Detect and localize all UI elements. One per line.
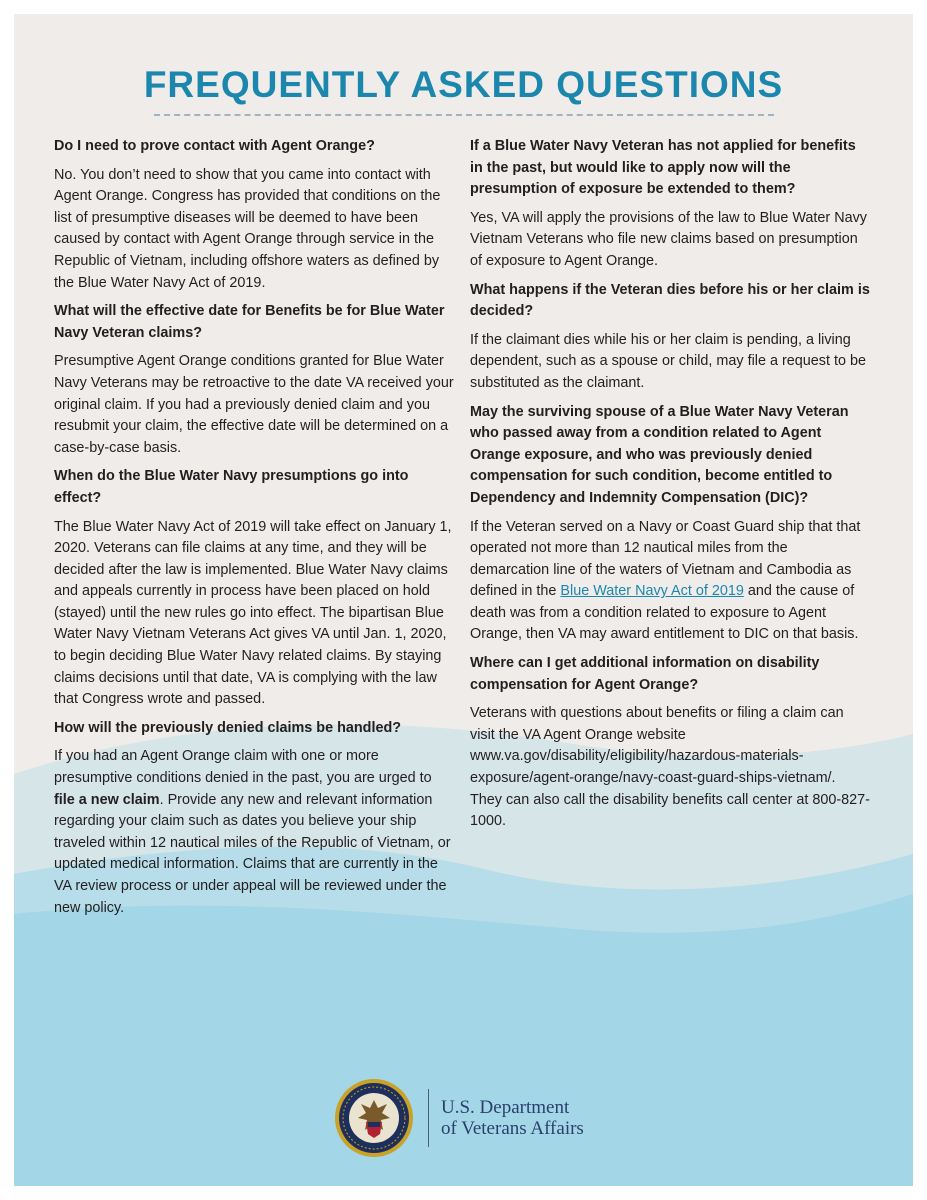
answer-veteran-dies: If the claimant dies while his or her claim is pending, a living dependent, such as a spouse or child, may file a request to be substituted as the claimant. bbox=[470, 331, 866, 391]
question-presumptions-effect: When do the Blue Water Navy presumptions go into effect? bbox=[54, 468, 409, 506]
page-title: FREQUENTLY ASKED QUESTIONS bbox=[143, 64, 784, 105]
question-effective-date: What will the effective date for Benefits be for Blue Water Navy Veteran claims? bbox=[54, 303, 445, 341]
right-column bbox=[470, 136, 870, 840]
flyer-page bbox=[14, 14, 913, 1186]
answer-denied-claims-text-2: . Provide any new and relevant information regarding your claim such as dates you believe your ship traveled within 12 nautical miles of the Republic of Vietnam, or updated medical information. Claims that are currently in the VA review process or under appeal will be reviewed under the new policy. bbox=[54, 791, 451, 916]
answer-surviving-spouse bbox=[470, 517, 870, 647]
blue-water-navy-act-link[interactable]: Blue Water Navy Act of 2019 bbox=[560, 583, 744, 600]
department-line-1: U.S. Department bbox=[441, 1097, 570, 1118]
left-column bbox=[54, 136, 454, 926]
answer-presumptions-effect: The Blue Water Navy Act of 2019 will take effect on January 1, 2020. Veterans can file claims at any time, and they will be decided after the law is implemented. Blue Water Navy claims and appeals currently in process have been placed on hold (stayed) until the new rules go into effect. The bipartisan Blue Water Navy Vietnam Veterans Act gives VA until Jan. 1, 2020, to begin deciding Blue Water Navy related claims. By staying claims decisions until that date, VA is complying with the law that Congress wrote and passed. bbox=[54, 518, 452, 708]
question-veteran-dies: What happens if the Veteran dies before his or her claim is decided? bbox=[470, 281, 870, 320]
answer-additional-info: Veterans with questions about benefits or filing a claim can visit the VA Agent Orange website www.va.gov/disability/eligibility/hazardous-materials-exposure/agent-orange/navy-coast-guard-ships-vietnam/. They can also call the disability benefits call center at 800-827-1000. bbox=[470, 705, 870, 830]
answer-prove-contact: No. You don’t need to show that you came into contact with Agent Orange. Congress has provided that conditions on the list of presumptive diseases will be deemed to have been caused by contact with Agent Orange through service in the Republic of Vietnam, including offshore waters as defined by the Blue Water Navy Act of 2019. bbox=[54, 166, 441, 291]
department-line-2: of Veterans Affairs bbox=[441, 1118, 584, 1139]
answer-effective-date: Presumptive Agent Orange conditions granted for Blue Water Navy Veterans may be retroactive to the date VA received your original claim. If you had a previously denied claim and you resubmit your claim, the effective date will be determined on a case-by-case basis. bbox=[54, 353, 454, 456]
answer-surviving-spouse-text-2: and the cause of death was from a condition related to exposure to Agent Orange, then VA may award entitlement to DIC on that basis. bbox=[470, 583, 859, 643]
answer-not-applied: Yes, VA will apply the provisions of the law to Blue Water Navy Vietnam Veterans who file new claims based on presumption of exposure to Agent Orange. bbox=[470, 209, 867, 269]
answer-denied-claims bbox=[54, 746, 454, 919]
file-new-claim-link[interactable]: file a new claim bbox=[54, 791, 160, 808]
logo-divider bbox=[428, 1089, 429, 1147]
question-surviving-spouse: May the surviving spouse of a Blue Water Navy Veteran who passed away from a condition related to Agent Orange exposure, and who was previously denied compensation for such condition, become entitled to Dependency and Indemnity Compensation (DIC)? bbox=[470, 403, 849, 506]
question-not-applied: If a Blue Water Navy Veteran has not applied for benefits in the past, but would like to apply now will the presumption of exposure be extended to them? bbox=[470, 138, 856, 198]
question-additional-info: Where can I get additional information on disability compensation for Agent Orange? bbox=[470, 655, 820, 693]
question-denied-claims: How will the previously denied claims be handled? bbox=[54, 719, 402, 736]
department-name bbox=[441, 1097, 584, 1139]
va-logo-block bbox=[334, 1078, 584, 1158]
va-seal-icon bbox=[334, 1078, 414, 1158]
title-divider bbox=[154, 114, 774, 116]
question-prove-contact: Do I need to prove contact with Agent Orange? bbox=[54, 138, 375, 154]
answer-surviving-spouse-text-1: If the Veteran served on a Navy or Coast Guard ship that that operated not more than 12 nautical miles from the demarcation line of the waters of Vietnam and Cambodia as defined in the bbox=[470, 518, 861, 600]
answer-denied-claims-text-1: If you had an Agent Orange claim with one or more presumptive conditions denied in the past, you are urged to bbox=[54, 748, 432, 787]
